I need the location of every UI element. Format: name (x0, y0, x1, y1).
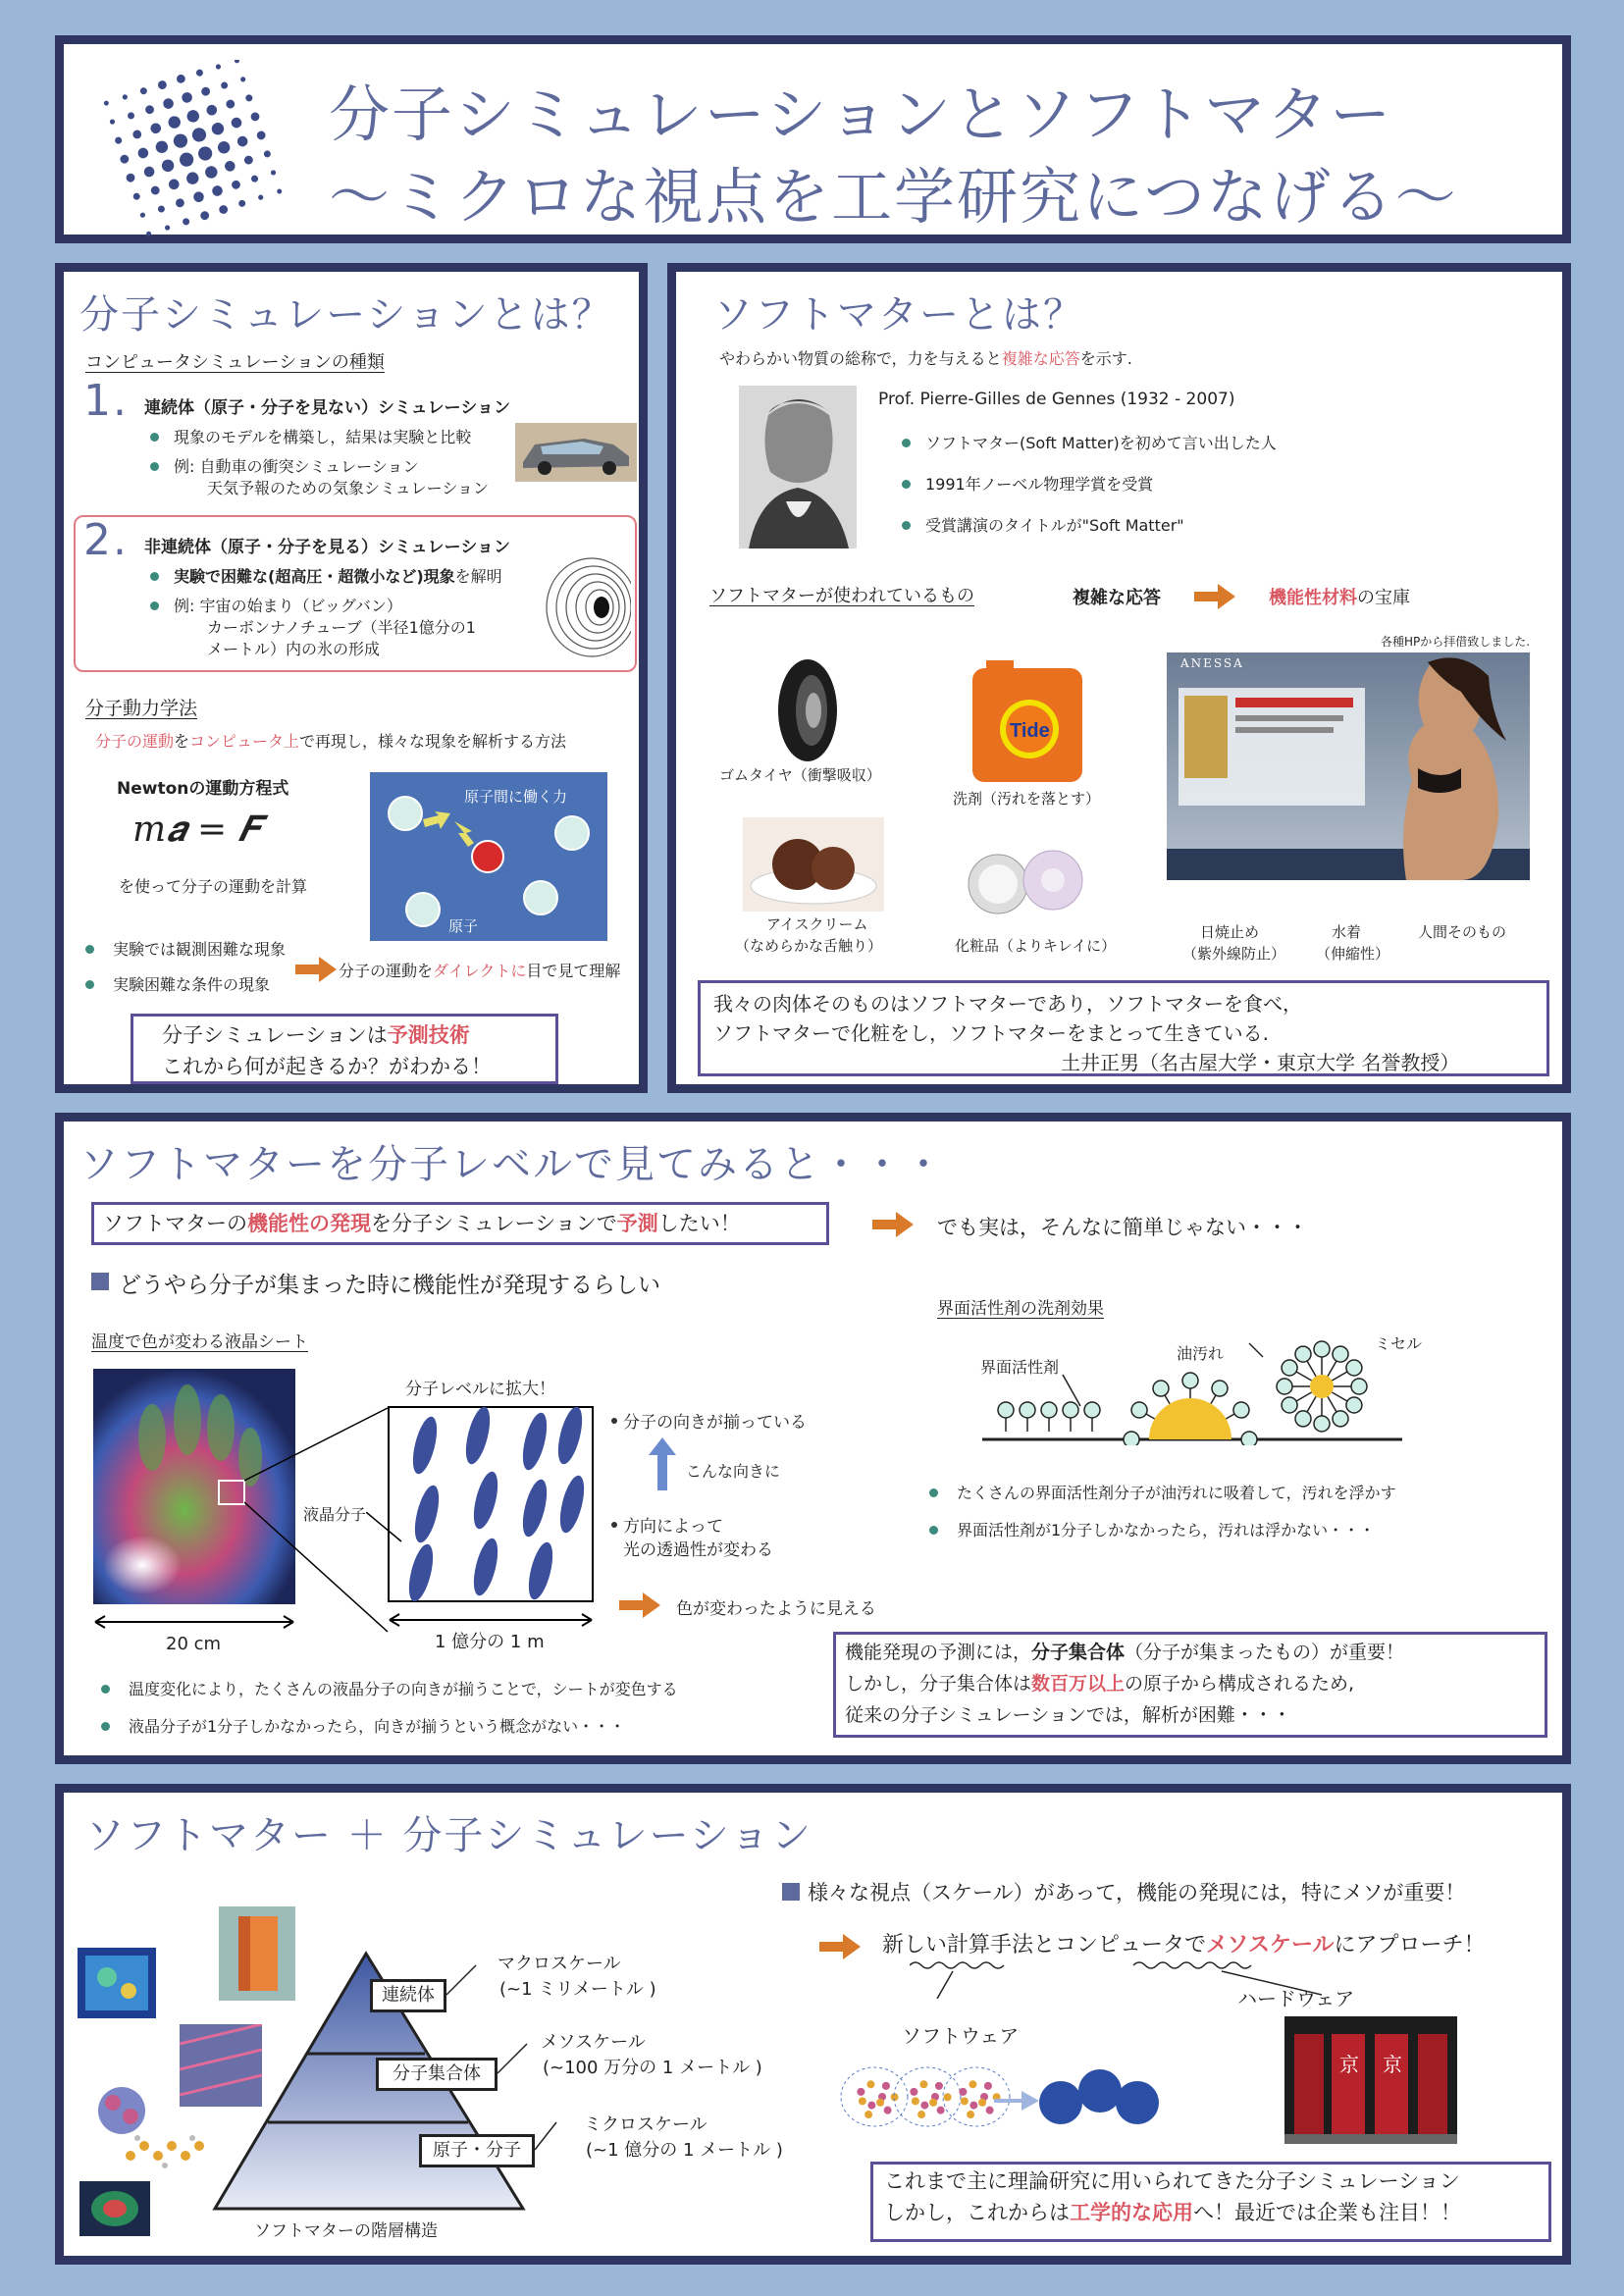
soft-matter-intro: やわらかい物質の総称で，力を与えると複雑な応答を示す. (719, 349, 1132, 368)
de-gennes-portrait (739, 386, 857, 548)
bullet-small (611, 1522, 617, 1528)
cosmetics-image (963, 841, 1086, 921)
level-aggregate: 分子集合体 (376, 2058, 498, 2091)
discontinuum-b1: 実験で困難な(超高圧・超微小など)現象を解明 (174, 567, 502, 586)
force-label: 原子間に働く力 (464, 788, 568, 806)
sunscreen-ad-image (1167, 652, 1530, 880)
scale-label-1: 20 cm (166, 1634, 222, 1654)
bullet (929, 1526, 938, 1535)
sunscreen-label-a: 日焼止め (1200, 923, 1260, 941)
lc-right4: 色が変わったように見える (676, 1599, 876, 1619)
molecule-grid-logo (103, 60, 289, 236)
continuum-heading: 連続体（原子・分子を見ない）シミュレーション (144, 398, 510, 418)
header-panel (55, 35, 1571, 243)
prof-bullet2: 1991年ノーベル物理学賞を受賞 (925, 475, 1154, 494)
nanotube-image (533, 556, 631, 658)
image-credit: 各種HPから拝借致しました. (1381, 635, 1531, 649)
scale-text: 様々な視点（スケール）があって，機能の発現には，特にメソが重要！ (808, 1881, 1466, 1905)
continuum-b2a: 例: 自動車の衝突シミュレーション (174, 457, 419, 476)
detergent-label: 洗剤（汚れを落とす） (953, 790, 1101, 808)
future-line1: これまで主に理論研究に用いられてきた分子シミュレーション (884, 2169, 1460, 2193)
car-image (515, 423, 637, 482)
scale-macro-b: (~1 ミリメートル ) (499, 1979, 656, 2000)
bullet (902, 521, 911, 530)
swimsuit-label-a: 水着 (1332, 923, 1362, 941)
up-arrow-icon (649, 1437, 676, 1490)
software-label: ソフトウェア (902, 2024, 1020, 2048)
key-line2: しかし，分子集合体は数百万以上の原子から構成されるため, (845, 1673, 1355, 1695)
detergent-image (963, 658, 1092, 784)
discontinuum-b2b: カーボンナノチューブ（半径1億分の1 (207, 618, 476, 637)
surf-bullet1: たくさんの界面活性剤分子が油汚れに吸着して，汚れを浮かす (957, 1484, 1396, 1502)
icecream-image (743, 817, 884, 912)
md-bullet1: 実験では観測困難な現象 (113, 940, 287, 959)
pyramid-caption: ソフトマターの階層構造 (254, 2221, 438, 2241)
future-line2: しかし，これからは工学的な応用へ！最近では企業も注目！！ (884, 2201, 1461, 2224)
quote-author: 土井正男（名古屋大学・東京大学 名誉教授） (1061, 1051, 1460, 1074)
num-1: 1. (83, 376, 129, 426)
zoom-label: 分子レベルに拡大！ (405, 1380, 555, 1399)
panel-molecular-simulation (55, 263, 648, 1093)
quote-line2: ソフトマターで化粧をし，ソフトマターをまとって生きている. (713, 1021, 1269, 1045)
panel2-title: ソフトマターとは？ (713, 292, 1084, 338)
continuum-b1: 現象のモデルを構築し，結果は実験と比較 (174, 428, 472, 446)
key-line1: 機能発現の予測には，分子集合体（分子が集まったもの）が重要！ (845, 1642, 1405, 1663)
scale-micro-b: (~1 億分の 1 メートル ) (586, 2140, 783, 2161)
scale-meso-a: メソスケール (541, 2032, 646, 2053)
supercomputer-image (1284, 2016, 1457, 2144)
panel4-title: ソフトマター ＋ 分子シミュレーション (85, 1813, 813, 1858)
prediction-line1: 分子シミュレーションは予測技術 (162, 1023, 470, 1047)
cosmetics-label: 化粧品（よりキレイに） (955, 937, 1117, 955)
discontinuum-b2a: 例: 宇宙の始まり（ビッグバン） (174, 597, 402, 615)
functional-material: 機能性材料の宝庫 (1269, 588, 1410, 608)
micelle-label: ミセル (1375, 1334, 1423, 1353)
continuum-b2b: 天気予報のための気象シミュレーション (207, 479, 490, 497)
lc-right3a: 方向によって (623, 1517, 723, 1537)
panel3-title: ソフトマターを分子レベルで見てみると・・・ (79, 1142, 945, 1187)
tire-image (772, 656, 843, 764)
surf-bullet2: 界面活性剤が1分子しかなかったら，汚れは浮かない・・・ (957, 1521, 1376, 1539)
complex-response: 複雑な応答 (1073, 588, 1161, 608)
lc-bullet2: 液晶分子が1分子しかなかったら，向きが揃うという概念がない・・・ (129, 1717, 626, 1736)
want-text: ソフトマターの機能性の発現を分子シミュレーションで予測したい！ (103, 1212, 741, 1235)
bullet (101, 1685, 110, 1694)
swimsuit-label-b: （伸縮性） (1316, 945, 1390, 963)
brand-label: ANESSA (1180, 656, 1244, 670)
approach-text: 新しい計算手法とコンピュータでメソスケールにアプローチ！ (882, 1933, 1486, 1957)
scale-label-2: 1 億分の 1 m (435, 1632, 545, 1652)
sim-types-heading: コンピュータシミュレーションの種類 (85, 352, 385, 373)
arrow-icon (872, 1212, 914, 1237)
scale-meso-b: (~100 万分の 1 メートル ) (543, 2058, 762, 2078)
title-line2: 〜ミクロな視点を工学研究につなげる〜 (329, 161, 1458, 233)
scale-bar-2 (388, 1612, 594, 1628)
md-heading: 分子動力学法 (85, 698, 198, 719)
md-description: 分子の運動をコンピュータ上で再現し，様々な現象を解析する方法 (95, 732, 567, 751)
lc-pointer (366, 1512, 405, 1551)
panel1-title: 分子シミュレーションとは？ (79, 292, 613, 338)
panel-molecular-level (55, 1113, 1571, 1764)
panel-soft-matter-simulation (55, 1784, 1571, 2265)
collective-text: どうやら分子が集まった時に機能性が発現するらしい (119, 1273, 660, 1298)
prof-name: Prof. Pierre-Gilles de Gennes (1932 - 2007) (878, 390, 1235, 409)
square-bullet-icon (91, 1273, 109, 1290)
scale-micro-a: ミクロスケール (584, 2114, 707, 2135)
atom-label: 原子 (448, 917, 479, 935)
surf-label: 界面活性剤 (980, 1358, 1060, 1377)
sunscreen-label-b: （紫外線防止） (1182, 945, 1286, 963)
scale-bar-1 (93, 1614, 295, 1630)
surf-heading: 界面活性剤の洗剤効果 (937, 1299, 1104, 1319)
oil-label: 油汚れ (1177, 1344, 1225, 1363)
title-line1: 分子シミュレーションとソフトマター (329, 78, 1393, 150)
lc-right1: 分子の向きが揃っている (623, 1413, 807, 1433)
coarse-graining-image (839, 2058, 1222, 2138)
quote-line1: 我々の肉体そのものはソフトマターであり，ソフトマターを食べ， (713, 992, 1302, 1016)
bullet (150, 601, 159, 610)
used-heading: ソフトマターが使われているもの (709, 586, 974, 606)
arrow-icon (295, 957, 337, 982)
bullet-small (611, 1418, 617, 1424)
key-line3: 従来の分子シミュレーションでは，解析が困難・・・ (845, 1704, 1291, 1726)
lc-molecules-diagram (388, 1406, 594, 1602)
svg-text:Tide: Tide (1010, 720, 1050, 742)
newton-label: Newtonの運動方程式 (117, 779, 289, 799)
sim-thumb-2 (219, 1906, 295, 2001)
bullet (85, 945, 94, 954)
discontinuum-b2c: メートル）内の氷の形成 (207, 640, 381, 658)
md-diagram (370, 772, 607, 941)
lc-heading: 温度で色が変わる液晶シート (91, 1332, 308, 1352)
level-atom: 原子・分子 (419, 2134, 535, 2167)
md-bullet2: 実験困難な条件の現象 (113, 975, 271, 994)
human-label: 人間そのもの (1418, 923, 1507, 941)
tire-label: ゴムタイヤ（衝撃吸収） (719, 766, 881, 784)
level-continuum: 連続体 (370, 1979, 446, 2012)
sim-thumb-5 (121, 2126, 219, 2175)
bullet (150, 433, 159, 442)
bullet (150, 572, 159, 581)
icecream-label-a: アイスクリーム (766, 915, 868, 933)
bullet (85, 980, 94, 989)
hardware-label: ハードウェア (1237, 1987, 1355, 2010)
lc-right2: こんな向きに (686, 1462, 781, 1481)
arrow-icon (1194, 584, 1235, 609)
scale-macro-a: マクロスケール (498, 1954, 621, 1974)
lc-molecule-label: 液晶分子 (303, 1505, 367, 1524)
icecream-label-b: （なめらかな舌触り） (735, 937, 883, 955)
calc-text: を使って分子の運動を計算 (119, 877, 308, 896)
but-text: でも実は，そんなに簡単じゃない・・・ (937, 1216, 1308, 1239)
lc-bullet1: 温度変化により，たくさんの液晶分子の向きが揃うことで，シートが変色する (129, 1680, 678, 1698)
square-bullet-icon (782, 1883, 800, 1901)
bullet (902, 480, 911, 489)
see-direct: 分子の運動をダイレクトに目で見て理解 (339, 962, 621, 980)
svg-text:京: 京 (1339, 2053, 1359, 2076)
bullet (929, 1488, 938, 1497)
num-2: 2. (83, 515, 129, 565)
prof-bullet1: ソフトマター(Soft Matter)を初めて言い出した人 (925, 434, 1277, 452)
panel-soft-matter (667, 263, 1571, 1093)
arrow-icon (819, 1934, 861, 1959)
equation: 𝑚𝒂 = 𝑭 (132, 809, 261, 850)
prof-bullet3: 受賞講演のタイトルが"Soft Matter" (925, 516, 1184, 535)
sim-thumb-6 (79, 2181, 150, 2236)
arrow-icon (619, 1592, 660, 1618)
lc-right3b: 光の透過性が変わる (623, 1540, 773, 1560)
sim-thumb-3 (180, 2024, 262, 2107)
bullet (101, 1722, 110, 1731)
prediction-line2: これから何が起きるか？がわかる！ (162, 1055, 492, 1078)
sim-thumb-1 (78, 1948, 156, 2018)
bullet (902, 439, 911, 447)
discontinuum-heading: 非連続体（原子・分子を見る）シミュレーション (144, 538, 510, 557)
bullet (150, 462, 159, 471)
svg-text:京: 京 (1383, 2053, 1402, 2076)
